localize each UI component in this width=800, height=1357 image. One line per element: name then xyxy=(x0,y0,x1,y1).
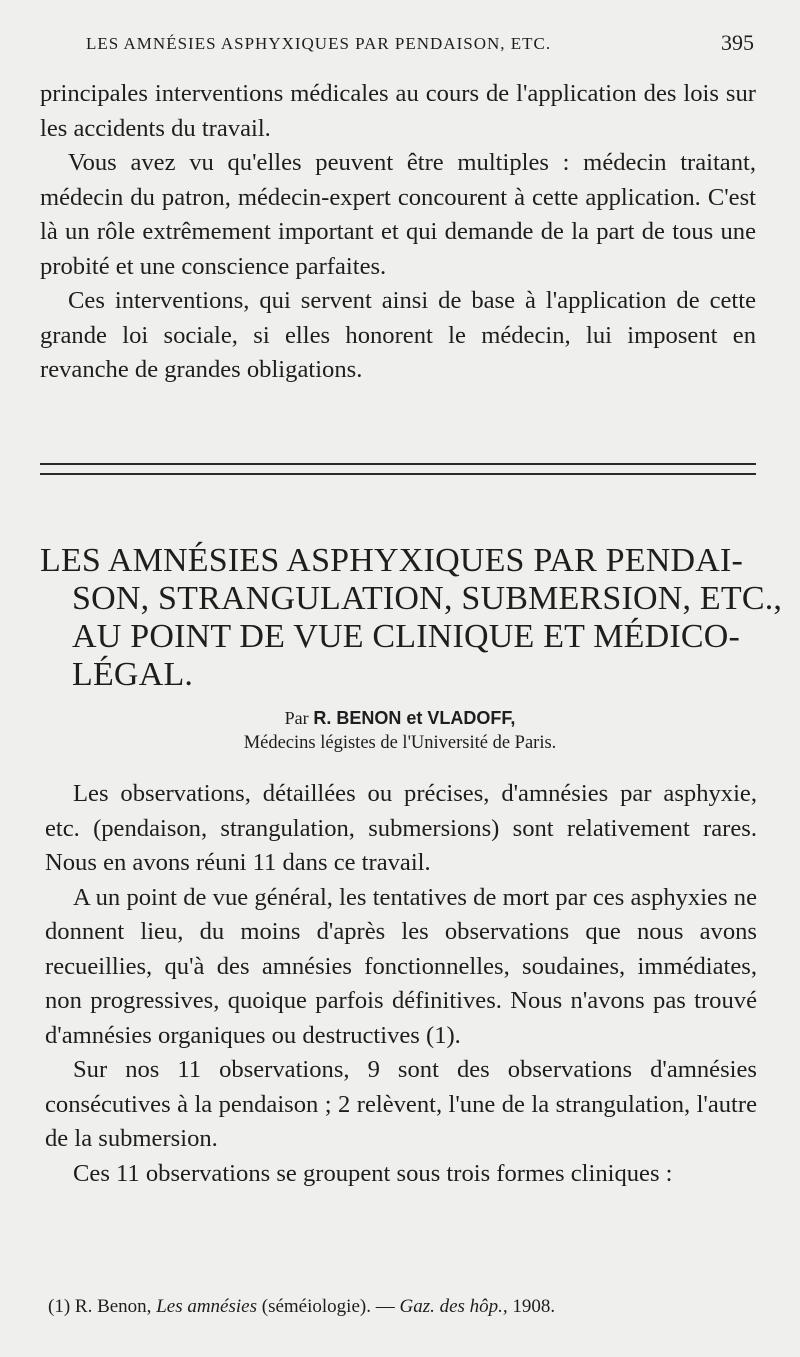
body-paragraph: Ces 11 observations se groupent sous trois formes cliniques : xyxy=(73,1159,673,1187)
authors: R. BENON et VLADOFF, xyxy=(313,708,516,728)
footnote-journal: Gaz. des hôp., xyxy=(399,1296,508,1317)
footnote-work: Les amnésies xyxy=(156,1296,257,1317)
affiliation: Médecins légistes de l'Université de Paris. xyxy=(243,733,557,753)
page-number: 395 xyxy=(721,30,754,55)
section-divider-bottom xyxy=(40,473,756,475)
body-paragraph: Les observations, détaillées ou précises, d'amnésies par asphyxie, etc. (pendaison, strangulation, submersions) sont relativement rares. Nous en avons réuni 11 dans ce travail. xyxy=(45,780,757,876)
article-title-line: AU POINT DE VUE CLINIQUE ET MÉDICO- xyxy=(72,618,741,655)
footnote-year: 1908. xyxy=(512,1296,556,1317)
intro-text xyxy=(40,77,756,388)
article-title-line: LES AMNÉSIES ASPHYXIQUES PAR PENDAI- xyxy=(40,542,744,579)
intro-paragraph: Vous avez vu qu'elles peuvent être multiples : médecin traitant, médecin du patron, médecin-expert concourent à cette application. C'est là un rôle extrêmement important et qui demande de la part de tous une probité et une conscience parfaites. xyxy=(40,149,756,280)
intro-paragraph: Ces interventions, qui servent ainsi de base à l'application de cette grande loi sociale, si elles honorent le médecin, lui imposent en revanche de grandes obligations. xyxy=(40,287,756,383)
footnote xyxy=(48,1295,758,1319)
footnote-author: R. Benon, xyxy=(74,1296,152,1317)
running-head xyxy=(86,30,754,60)
footnote-detail: (séméiologie). — xyxy=(261,1296,395,1317)
footnote-marker: (1) xyxy=(48,1296,71,1317)
article-title-line: LÉGAL. xyxy=(72,656,194,693)
byline-prefix: Par xyxy=(284,708,309,728)
byline xyxy=(0,706,800,755)
article-body xyxy=(45,777,757,1191)
article-title-line: SON, STRANGULATION, SUBMERSION, ETC., xyxy=(72,580,783,617)
body-paragraph: A un point de vue général, les tentatives de mort par ces asphyxies ne donnent lieu, du moins d'après les observations que nous avons recueillies, qu'à des amnésies fonctionnelles, soudaines, immédiates, non progressives, quoique parfois définitives. Nous n'avons pas trouvé d'amnésies organiques ou destructives (1). xyxy=(45,883,757,1049)
running-head-title: LES AMNÉSIES ASPHYXIQUES PAR PENDAISON, ETC. xyxy=(86,34,552,53)
section-divider-top xyxy=(40,463,756,465)
intro-paragraph: principales interventions médicales au cours de l'application des lois sur les accidents du travail. xyxy=(40,80,756,142)
article-title xyxy=(40,542,783,694)
body-paragraph: Sur nos 11 observations, 9 sont des observations d'amnésies consécutives à la pendaison ; 2 relèvent, l'une de la strangulation, l'autre de la submersion. xyxy=(45,1056,757,1152)
